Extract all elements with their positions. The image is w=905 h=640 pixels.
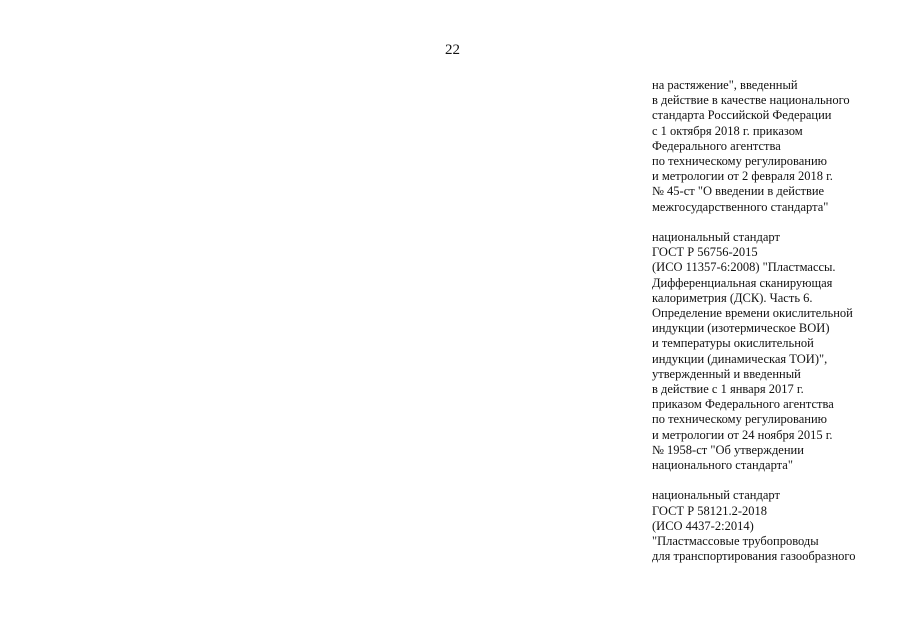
text-line: стандарта Российской Федерации [652,108,832,123]
text-line: Дифференциальная сканирующая [652,275,833,290]
text-line: и метрологии от 2 февраля 2018 г. [652,169,833,184]
text-line: (ИСО 11357-6:2008) "Пластмассы. [652,260,836,275]
paragraph-1 [652,78,897,215]
text-line: индукции (изотермическое ВОИ) [652,321,830,336]
text-line: калориметрия (ДСК). Часть 6. [652,290,813,305]
text-line: и температуры окислительной [652,336,814,351]
text-line: межгосударственного стандарта" [652,199,829,214]
text-line: и метрологии от 24 ноября 2015 г. [652,427,833,442]
text-line: национальный стандарт [652,230,780,245]
text-line: приказом Федерального агентства [652,397,834,412]
text-line: № 1958-ст "Об утверждении [652,442,804,457]
page-number: 22 [445,42,460,58]
text-line: для транспортирования газообразного [652,549,856,564]
paragraph-2 [652,230,897,473]
text-line: (ИСО 4437-2:2014) [652,518,754,533]
text-line: ГОСТ Р 58121.2-2018 [652,503,768,518]
text-line: ГОСТ Р 56756-2015 [652,245,758,260]
text-line: на растяжение", введенный [652,78,798,92]
text-line: с 1 октября 2018 г. приказом [652,123,803,138]
text-line: Федерального агентства [652,138,781,153]
text-line: национального стандарта" [652,458,793,473]
text-line: индукции (динамическая ТОИ)", [652,351,828,366]
text-line: в действие с 1 января 2017 г. [652,382,804,397]
paragraph-3 [652,488,897,564]
text-line: Определение времени окислительной [652,306,853,321]
text-line: "Пластмассовые трубопроводы [652,534,819,549]
document-text-column [652,78,897,580]
text-line: национальный стандарт [652,488,780,503]
text-line: по техническому регулированию [652,412,828,427]
text-line: утвержденный и введенный [652,366,801,381]
text-line: № 45-ст "О введении в действие [652,184,825,199]
text-line: в действие в качестве национального [652,93,850,108]
text-line: по техническому регулированию [652,154,828,169]
